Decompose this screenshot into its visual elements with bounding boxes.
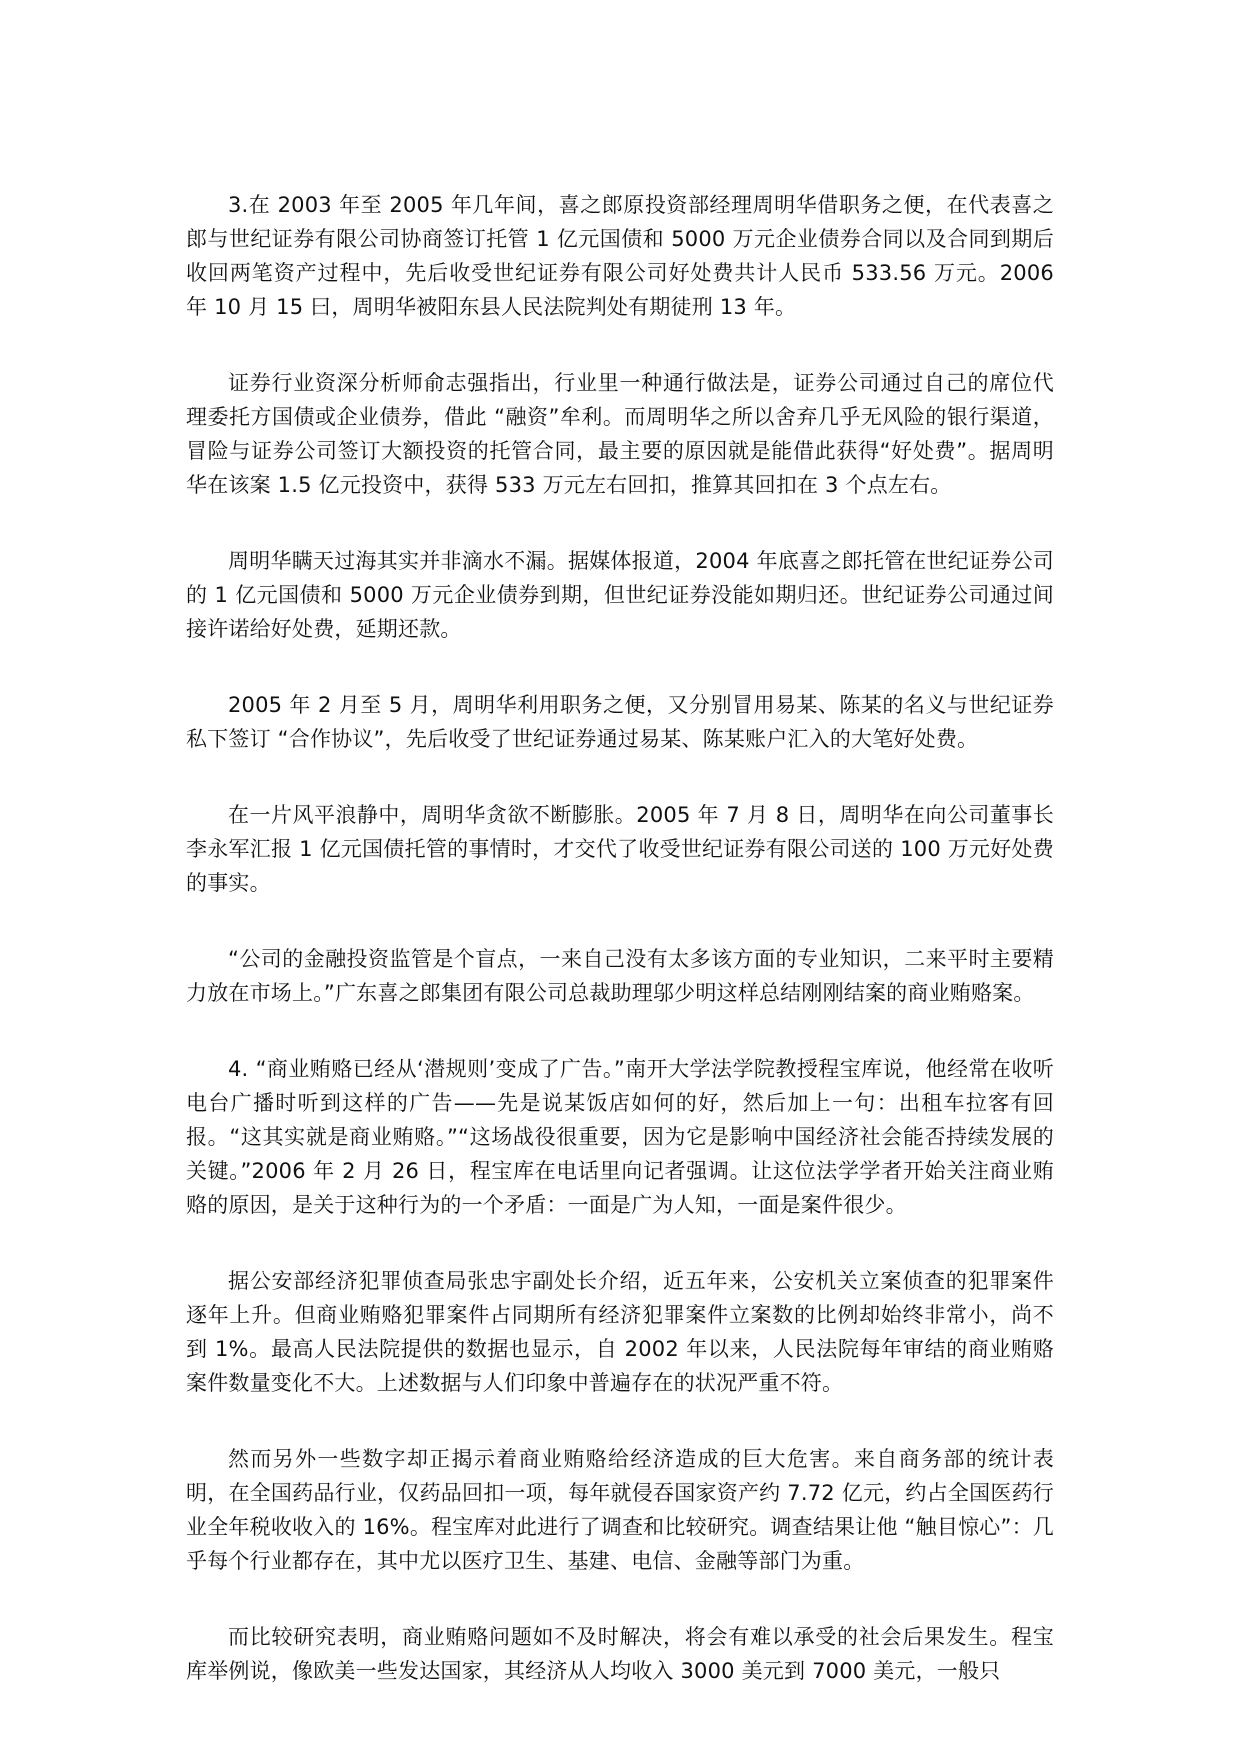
- paragraph: 周明华瞒天过海其实并非滴水不漏。据媒体报道，2004 年底喜之郎托管在世纪证券公司的 1 亿元国债和 5000 万元企业债券到期，但世纪证券没能如期归还。世纪证券公司通过间接许诺给好处费，延期还款。: [186, 549, 1054, 641]
- paragraph: 在一片风平浪静中，周明华贪欲不断膨胀。2005 年 7 月 8 日，周明华在向公司董事长李永军汇报 1 亿元国债托管的事情时，才交代了收受世纪证券有限公司送的 100 万元好处费的事实。: [186, 803, 1054, 895]
- document-page: [186, 188, 1054, 1688]
- paragraph: 而比较研究表明，商业贿赂问题如不及时解决，将会有难以承受的社会后果发生。程宝库举例说，像欧美一些发达国家，其经济从人均收入 3000 美元到 7000 美元，一般只: [186, 1625, 1054, 1683]
- paragraph: 2005 年 2 月至 5 月，周明华利用职务之便，又分别冒用易某、陈某的名义与世纪证券私下签订 “合作协议”，先后收受了世纪证券通过易某、陈某账户汇入的大笔好处费。: [186, 693, 1054, 751]
- paragraph: “公司的金融投资监管是个盲点，一来自己没有太多该方面的专业知识，二来平时主要精力放在市场上。”广东喜之郎集团有限公司总裁助理邬少明这样总结刚刚结案的商业贿赂案。: [186, 947, 1054, 1005]
- paragraph: 据公安部经济犯罪侦查局张忠宇副处长介绍，近五年来，公安机关立案侦查的犯罪案件逐年上升。但商业贿赂犯罪案件占同期所有经济犯罪案件立案数的比例却始终非常小，尚不到 1%。最高人民法院提供的数据也显示，自 2002 年以来，人民法院每年审结的商业贿赂案件数量变化不大。上述数据与人们印象中普遍存在的状况严重不符。: [186, 1269, 1054, 1395]
- paragraph: 3.在 2003 年至 2005 年几年间，喜之郎原投资部经理周明华借职务之便，在代表喜之郎与世纪证券有限公司协商签订托管 1 亿元国债和 5000 万元企业债券合同以及合同到期后收回两笔资产过程中，先后收受世纪证券有限公司好处费共计人民币 533.56 万元。2006 年 10 月 15 曰，周明华被阳东县人民法院判处有期徒刑 13 年。: [186, 193, 1054, 319]
- paragraph: 4. “商业贿赂已经从‘潜规则’变成了广告。”南开大学法学院教授程宝库说，他经常在收听电台广播时听到这样的广告——先是说某饭店如何的好，然后加上一句：出租车拉客有回报。“这其实就是商业贿赂。”“这场战役很重要，因为它是影响中国经济社会能否持续发展的关键。”2006 年 2 月 26 日，程宝库在电话里向记者强调。让这位法学学者开始关注商业贿赂的原因，是关于这种行为的一个矛盾：一面是广为人知，一面是案件很少。: [186, 1057, 1054, 1217]
- paragraph: 然而另外一些数字却正揭示着商业贿赂给经济造成的巨大危害。来自商务部的统计表明，在全国药品行业，仅药品回扣一项，每年就侵吞国家资产约 7.72 亿元，约占全国医药行业全年税收收入的 16%。程宝库对此进行了调查和比较研究。调查结果让他 “触目惊心”：几乎每个行业都存在，其中尤以医疗卫生、基建、电信、金融等部门为重。: [186, 1447, 1054, 1573]
- paragraph: 证券行业资深分析师俞志强指出，行业里一种通行做法是，证券公司通过自己的席位代理委托方国债或企业债券，借此 “融资”牟利。而周明华之所以舍弃几乎无风险的银行渠道，冒险与证券公司签订大额投资的托管合同，最主要的原因就是能借此获得“好处费”。据周明华在该案 1.5 亿元投资中，获得 533 万元左右回扣，推算其回扣在 3 个点左右。: [186, 371, 1054, 497]
